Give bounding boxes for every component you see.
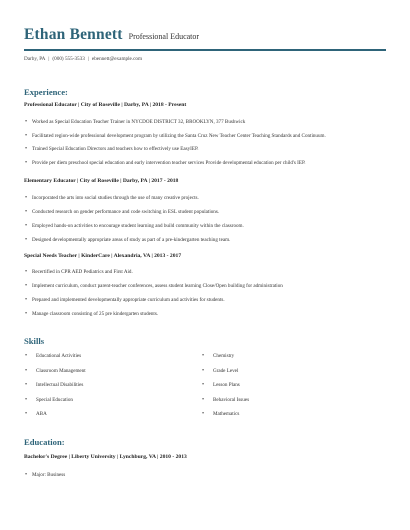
list-item: • Recertified in CPR AED Pediatrics and First Aid. — [24, 269, 388, 275]
list-item: • Implement curriculum, conduct parent-teacher conferences, assess student learning Close/Open building for administration — [24, 283, 388, 289]
list-item: • Prepared and implemented developmentally appropriate curriculum and activities for students. — [24, 297, 388, 303]
skill-item: • Classroom Management — [25, 368, 86, 383]
skill-item: • Lesson Plans — [202, 382, 249, 397]
contact-separator: | — [87, 56, 89, 62]
skill-item: • Educational Activities — [25, 353, 86, 368]
list-item: • Worked as Special Education Teacher Trainer in NYCDOE DISTRICT 32, BROOKLYN, 377 Bushwick — [24, 119, 388, 125]
list-item: • Conducted research on gender performance and code switching in ESL student populations. — [24, 209, 388, 215]
list-item: • Facilitated region-wide professional development program by utilizing the Santa Cruz New Teacher Center Teaching Standards and Continuum. — [24, 133, 388, 139]
education-bullet-list — [24, 472, 388, 478]
skill-item: • Intellectual Disabilities — [25, 382, 86, 397]
candidate-tagline: Professional Educator — [128, 32, 200, 41]
experience-section-title: Experience: — [24, 87, 68, 97]
job-heading: Professional Educator | City of Roseville | Darby, PA | 2018 - Present — [24, 102, 187, 108]
list-item: • Designed developmentally appropriate areas of study as part of a pre-kindergarten teaching team. — [24, 237, 388, 243]
candidate-name: Ethan Bennett — [24, 26, 123, 43]
job-heading: Elementary Educator | City of Roseville | Darby, PA | 2017 - 2018 — [24, 178, 179, 184]
skill-item: • Grade Level — [202, 368, 249, 383]
skills-list-right — [202, 353, 249, 426]
header-divider — [24, 49, 386, 51]
contact-phone: (000) 555-3533 — [52, 56, 85, 62]
skill-item: • Special Education — [25, 397, 86, 412]
list-item: • Employed hands-on activities to encourage student learning and build community within the classroom. — [24, 223, 388, 229]
list-item: • Provide per diem preschool special education and early intervention teacher services Provide developmental education per child's IEP. — [24, 160, 388, 166]
skill-item: • Chemistry — [202, 353, 249, 368]
job-bullet-list — [24, 119, 388, 166]
job-heading: Special Needs Teacher | KinderCare | Alexandria, VA | 2013 - 2017 — [24, 253, 182, 259]
skill-item: • ABA — [25, 411, 86, 426]
job-bullet-list — [24, 269, 388, 317]
skills-section-title: Skills — [24, 336, 45, 346]
resume-header — [24, 26, 386, 44]
list-item: • Incorporated the arts into social studies through the use of many creative projects. — [24, 195, 388, 201]
list-item: • Major: Business — [24, 472, 388, 478]
job-bullet-list — [24, 195, 388, 243]
list-item: • Manage classroom consisting of 25 pre kindergarten students. — [24, 311, 388, 317]
education-section-title: Education: — [24, 437, 65, 447]
skills-list-left — [25, 353, 86, 426]
contact-email: ebennett@example.com — [91, 56, 143, 62]
contact-separator: | — [48, 56, 50, 62]
skill-item: • Behavioral Issues — [202, 397, 249, 412]
list-item: • Trained Special Education Directors and teachers how to effectively use EasyIEP. — [24, 146, 388, 152]
contact-line — [24, 56, 142, 62]
contact-location: Darby, PA — [24, 56, 46, 62]
skill-item: • Mathematics — [202, 411, 249, 426]
education-heading: Bachelor's Degree | Liberty University | Lynchburg, VA | 2010 - 2013 — [24, 454, 187, 460]
